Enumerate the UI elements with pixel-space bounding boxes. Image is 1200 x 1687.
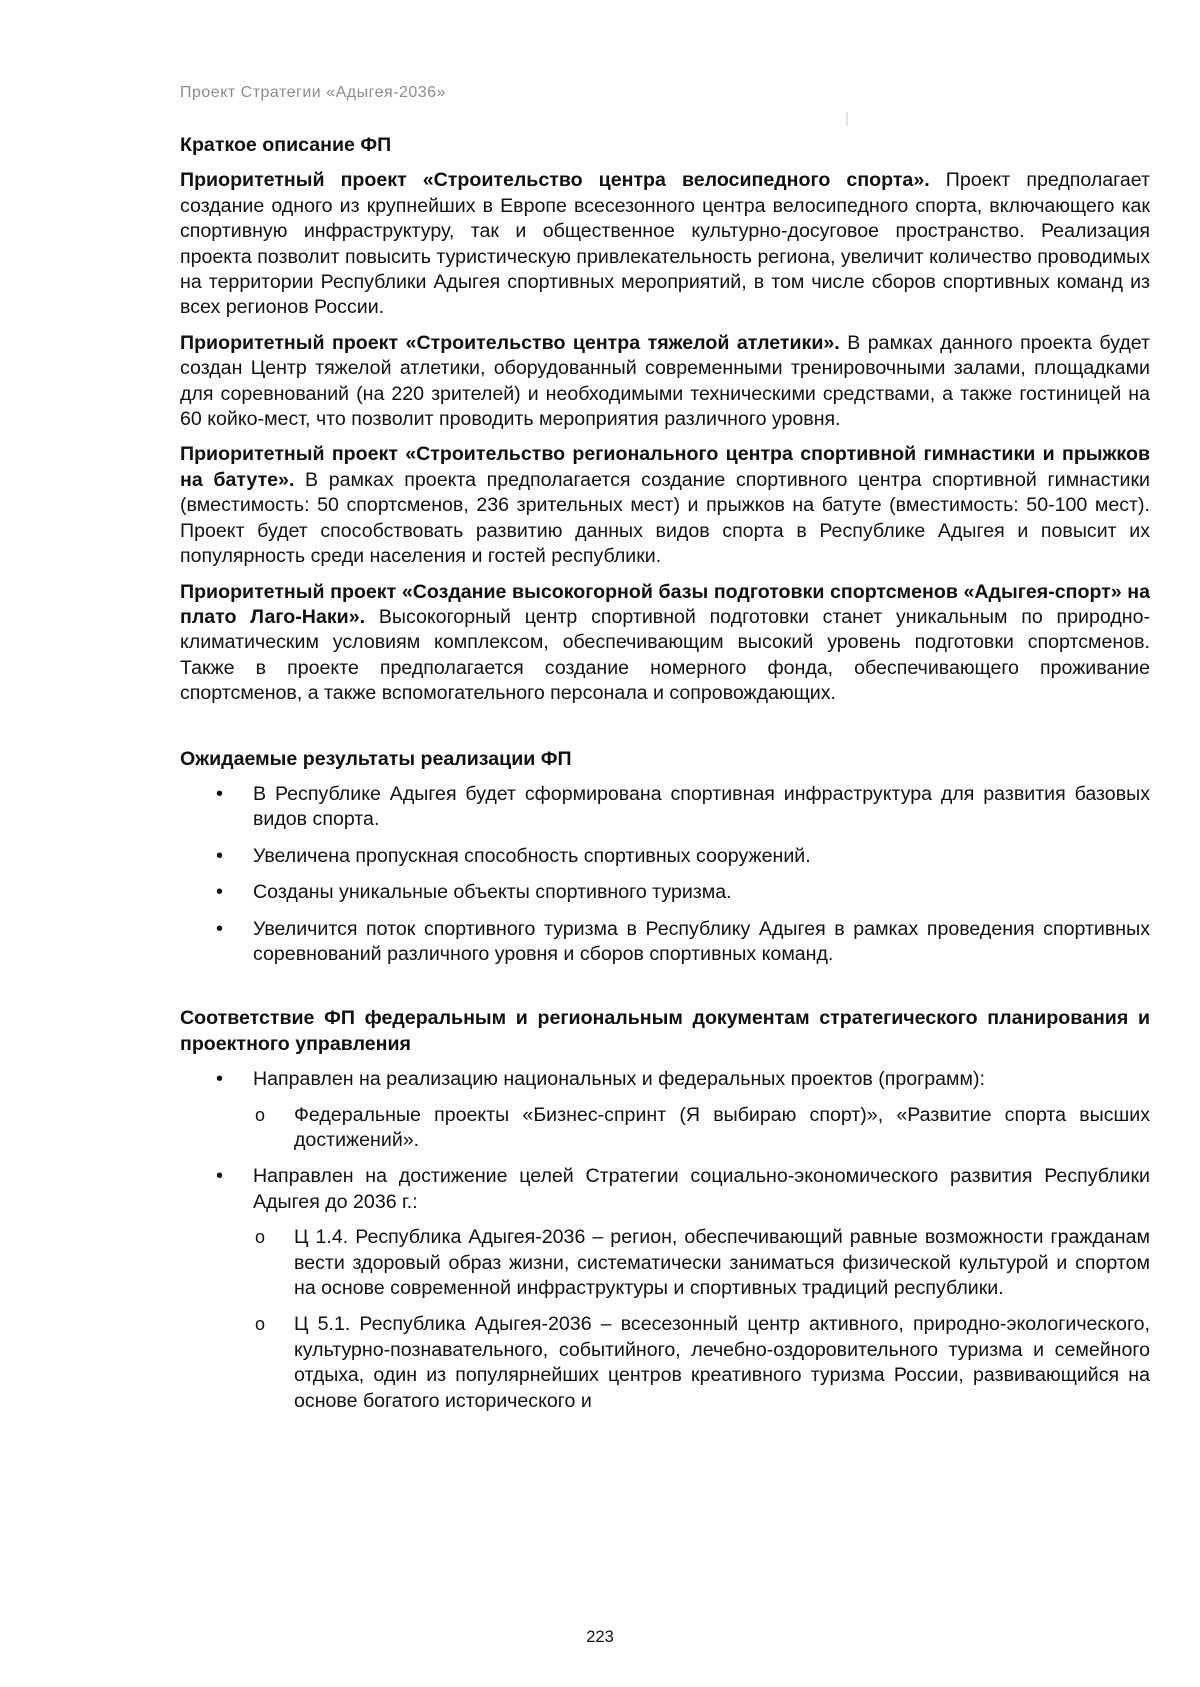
results-list [180, 782, 1150, 967]
project-text: Проект предполагает создание одного из крупнейших в Европе всесезонного центра велосипедного спорта, включающего как спортивную инфраструктуру, так и общественное культурно-досуговое пространство. Реализация проекта позволит повысить туристическую привлекательность региона, увеличит количество проводимых на территории Республики Адыгея спортивных мероприятий, в том числе сборов спортивных команд из всех регионов России. [180, 169, 1151, 319]
project-title: Приоритетный проект «Строительство регионального центра спортивной гимнастики и прыжков на батуте». [180, 443, 1150, 491]
scan-mark [846, 112, 848, 126]
list-item-text: Направлен на достижение целей Стратегии социально-экономического развития Республики Адыгея до 2036 г.: [253, 1165, 1150, 1213]
project-title: Приоритетный проект «Строительство центра тяжелой атлетики». [180, 331, 840, 354]
project-paragraph [180, 580, 1150, 707]
project-title: Приоритетный проект «Строительство центра велосипедного спорта». [180, 169, 930, 192]
project-text: Высокогорный центр спортивной подготовки станет уникальным по природно-климатическим условиям комплексом, обеспечивающим высокий уровень подготовки спортсменов. Также в проекте предполагается создание номерного фонда, обеспечивающего проживание спортсменов, а также вспомогательного персонала и сопровождающих. [180, 605, 1150, 705]
section-title-results: Ожидаемые результаты реализации ФП [180, 747, 572, 770]
page-number: 223 [586, 1628, 614, 1646]
project-paragraph [180, 442, 1150, 569]
section-title-brief: Краткое описание ФП [180, 134, 392, 156]
project-text: В рамках данного проекта будет создан Центр тяжелой атлетики, оборудованный современными тренировочными залами, площадками для соревнований (на 220 зрителей) и необходимыми техническими средствами, а также гостиницей на 60 койко-мест, что позволит проводить мероприятия различного уровня. [180, 331, 1150, 431]
running-header: Проект Стратегии «Адыгея-2036» [180, 84, 446, 101]
sub-list-item: o Ц 5.1. Республика Адыгея-2036 – всесезонный центр активного, природно-экологического, культурно-познавательного, событийного, лечебно-оздоровительного туризма и семейного отдыха, один из популярнейших центров креативного туризма России, развивающийся на основе богатого исторического и [180, 1312, 1150, 1414]
compliance-list [180, 1067, 1150, 1414]
project-title: Приоритетный проект «Создание высокогорной базы подготовки спортсменов «Адыгея-спорт» на плато Лаго-Наки». [180, 580, 1150, 628]
sub-list-item: o Ц 1.4. Республика Адыгея-2036 – регион, обеспечивающий равные возможности гражданам вести здоровый образ жизни, систематически заниматься физической культурой и спортом на основе современной инфраструктуры и спортивных традиций республики. [180, 1225, 1150, 1301]
sub-list [253, 1103, 1150, 1154]
list-item [180, 1164, 1150, 1414]
sub-list [253, 1225, 1150, 1414]
sub-list-item: o Федеральные проекты «Бизнес-спринт (Я выбираю спорт)», «Развитие спорта высших достижений». [180, 1103, 1150, 1154]
project-text: В рамках проекта предполагается создание спортивного центра спортивной гимнастики (вместимость: 50 спортсменов, 236 зрительных мест) и прыжков на батуте (вместимость: 50-100 мест). Проект будет способствовать развитию данных видов спорта в Республике Адыгея и повысит их популярность среди населения и гостей республики. [180, 468, 1150, 568]
list-item: • Увеличена пропускная способность спортивных сооружений. [180, 844, 1150, 869]
list-item: • Созданы уникальные объекты спортивного туризма. [180, 880, 1150, 905]
page-content [180, 133, 1150, 1425]
list-item [180, 1067, 1150, 1153]
project-paragraph [180, 168, 1150, 320]
list-item-text: Направлен на реализацию национальных и федеральных проектов (программ): [253, 1068, 985, 1091]
project-paragraph [180, 331, 1150, 433]
section-title-compliance: Соответствие ФП федеральным и региональным документам стратегического планирования и проектного управления [180, 1007, 1150, 1055]
list-item: • Увеличится поток спортивного туризма в Республику Адыгея в рамках проведения спортивных соревнований различного уровня и сборов спортивных команд. [180, 917, 1150, 968]
list-item: • В Республике Адыгея будет сформирована спортивная инфраструктура для развития базовых видов спорта. [180, 782, 1150, 833]
